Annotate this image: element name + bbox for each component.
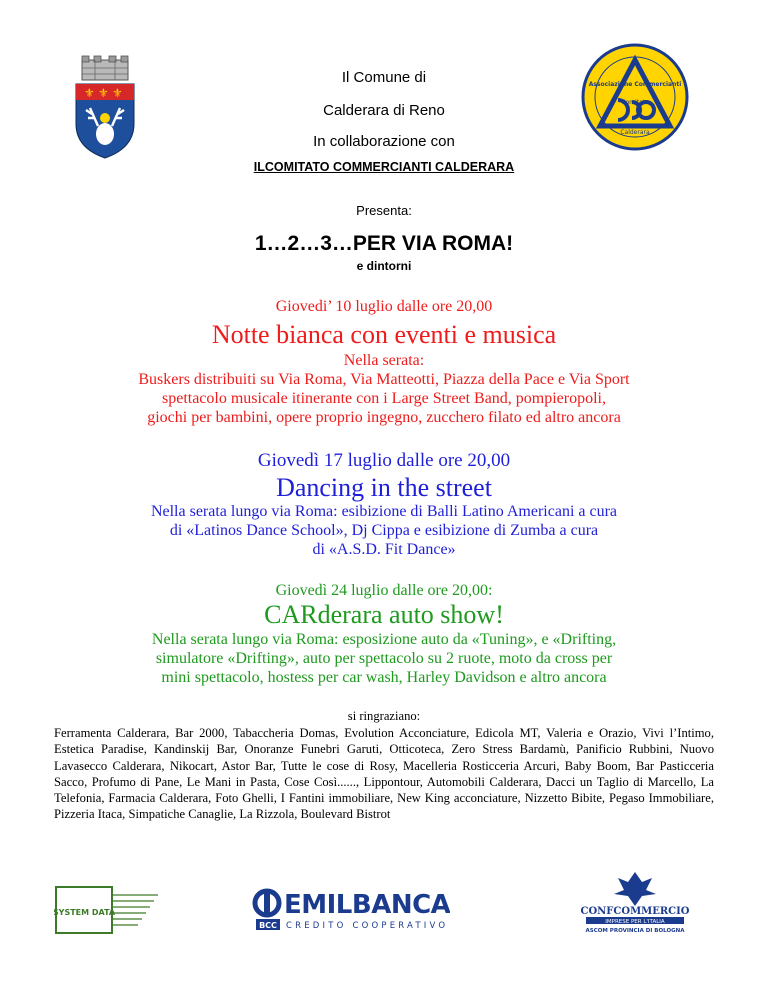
event-2-line-2: di «Latinos Dance School», Dj Cippa e esibizione di Zumba a cura xyxy=(169,522,599,539)
page-subtitle: e dintorni xyxy=(356,259,412,273)
confcommercio-logo-icon xyxy=(572,868,698,934)
committee-inner-bottom: Calderara xyxy=(620,129,650,136)
header-line-3: In collaborazione con xyxy=(313,133,455,150)
event-1-line-1: Nella serata: xyxy=(343,352,425,369)
event-2-line-3: di «A.S.D. Fit Dance» xyxy=(312,541,456,558)
event-1-date: Giovedi’ 10 luglio dalle ore 20,00 xyxy=(275,298,493,315)
sponsors-title: si ringraziano: xyxy=(347,709,421,723)
event-3-line-2: simulatore «Drifting», auto per spettacolo su 2 ruote, moto da cross per xyxy=(155,650,613,667)
event-1-name: Notte bianca con eventi e musica xyxy=(211,320,557,349)
event-3-name: CARderara auto show! xyxy=(264,600,504,629)
svg-text:⚜: ⚜ xyxy=(98,86,109,100)
svg-text:⚜: ⚜ xyxy=(84,86,95,100)
confcommercio-tagline: IMPRESE PER L'ITALIA xyxy=(605,919,665,925)
header-line-2: Calderara di Reno xyxy=(323,102,445,119)
confcommercio-text: CONFCOMMERCIO xyxy=(580,906,690,917)
system-data-logo-icon xyxy=(54,885,160,935)
event-2-line-1: Nella serata lungo via Roma: esibizione di Balli Latino Americani a cura xyxy=(150,503,618,520)
page-title: 1…2…3…PER VIA ROMA! xyxy=(254,232,514,255)
header-line-1: Il Comune di xyxy=(341,69,427,86)
svg-text:⚜: ⚜ xyxy=(112,86,123,100)
bcc-text: BCC xyxy=(259,921,277,930)
event-2-name: Dancing in the street xyxy=(276,473,492,502)
presents-label: Presenta: xyxy=(356,203,412,218)
event-1-line-4: giochi per bambini, opere proprio ingegno, zucchero filato ed altro ancora xyxy=(147,409,621,426)
event-3-line-1: Nella serata lungo via Roma: esposizione auto da «Tuning», e «Drifting, xyxy=(151,631,617,648)
event-1-line-3: spettacolo musicale itinerante con i Large Street Band, pompieropoli, xyxy=(161,390,606,407)
emilbanca-logo-icon xyxy=(250,883,450,933)
sponsors-list: Ferramenta Calderara, Bar 2000, Tabaccheria Domas, Evolution Acconciature, Edicola MT, Valeria e Orazio, Vivi l’Intimo, Estetica Paradise, Kandinskij Bar, Onoranze Funebri Garuti, Otticoteca, Zero Stress Bardamù, Panificio Rubbini, Nuovo Lavasecco Calderara, Nikocart, Astor Bar, Tutte le cose di Rosy, Macelleria Rosticceria Arcuri, Baby Boom, Bar Pasticceria Sacco, Profumo di Pane, Le Mani in Pasta, Cose Così......, Lippontour, Automobili Calderara, Dacci un Taglio di Marcello, La Telefonia, Farmacia Calderara, Foto Ghelli, I Fantini immobiliare, New King acconciature, Nizzetto Bibite, Pegaso Immobiliare, Pizzeria Itaca, Simpatiche Canaglie, La Rizzola, Boulevard Bistrot xyxy=(54,726,714,822)
event-1-line-2: Buskers distribuiti su Via Roma, Via Matteotti, Piazza della Pace e Via Sport xyxy=(138,371,630,388)
credito-text: CREDITO COOPERATIVO xyxy=(286,921,449,931)
committee-ring-text: Associazione Commercianti xyxy=(588,81,682,88)
event-3-line-3: mini spettacolo, hostess per car wash, Harley Davidson e altro ancora xyxy=(161,669,607,686)
event-2-date: Giovedì 17 luglio dalle ore 20,00 xyxy=(257,450,511,471)
committee-name: ILCOMITATO COMMERCIANTI CALDERARA xyxy=(253,160,515,174)
emilbanca-text: EMILBANCA xyxy=(284,890,450,920)
event-3-date: Giovedì 24 luglio dalle ore 20,00: xyxy=(275,582,493,599)
ascom-text: ASCOM PROVINCIA DI BOLOGNA xyxy=(585,928,685,934)
committee-inner-top: Comitato xyxy=(621,99,649,106)
system-data-text: SYSTEM DATA xyxy=(54,908,116,917)
sponsors-paragraph xyxy=(54,708,714,822)
